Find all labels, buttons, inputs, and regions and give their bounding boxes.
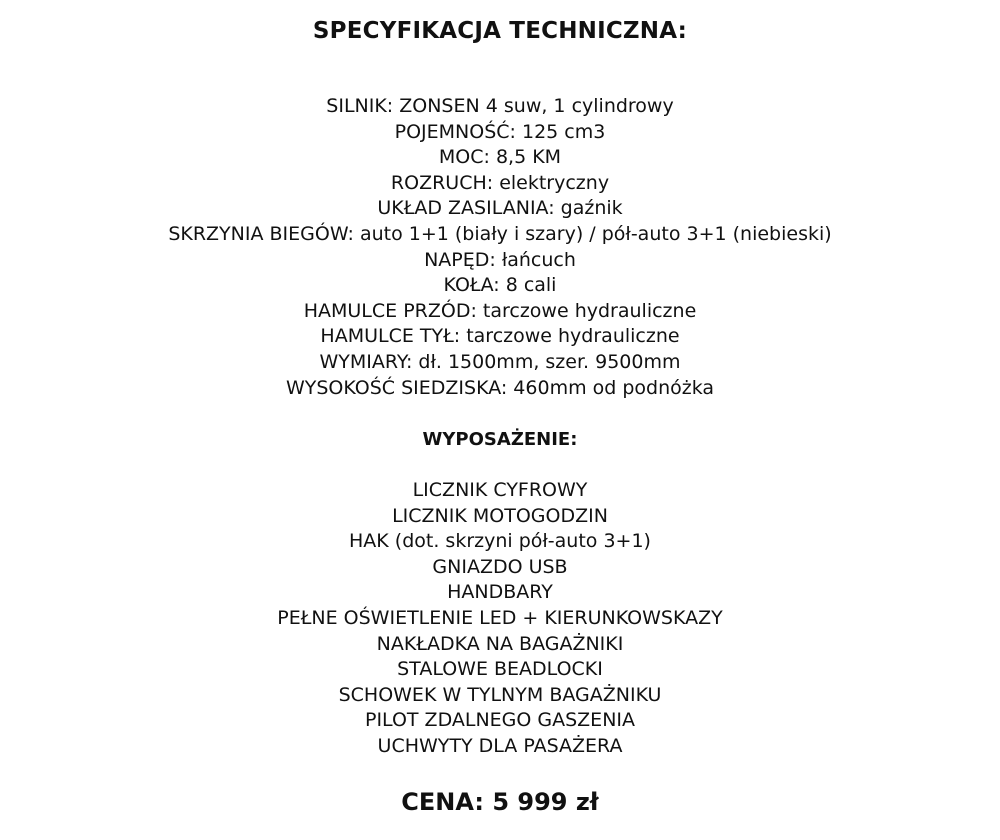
spec-list xyxy=(0,94,1000,401)
equipment-item: SCHOWEK W TYLNYM BAGAŻNIKU xyxy=(338,683,662,706)
price-label: CENA: 5 999 zł xyxy=(401,788,599,816)
spec-item-seat-height: WYSOKOŚĆ SIEDZISKA: 460mm od podnóżka xyxy=(285,376,715,399)
equipment-item: STALOWE BEADLOCKI xyxy=(397,658,603,681)
spec-item-wheels: KOŁA: 8 cali xyxy=(443,274,557,297)
equipment-item: NAKŁADKA NA BAGAŻNIKI xyxy=(376,632,624,655)
spec-item-fuel-system: UKŁAD ZASILANIA: gaźnik xyxy=(377,197,623,220)
spec-item-front-brakes: HAMULCE PRZÓD: tarczowe hydrauliczne xyxy=(303,299,697,322)
equipment-list xyxy=(0,478,1000,760)
spec-item-gearbox: SKRZYNIA BIEGÓW: auto 1+1 (biały i szary) / pół-auto 3+1 (niebieski) xyxy=(168,222,832,245)
spec-item-starter: ROZRUCH: elektryczny xyxy=(390,171,610,194)
equipment-item: LICZNIK MOTOGODZIN xyxy=(392,504,608,527)
equipment-item: HAK (dot. skrzyni pół-auto 3+1) xyxy=(349,530,651,553)
equipment-item: GNIAZDO USB xyxy=(432,555,568,578)
equipment-item: UCHWYTY DLA PASAŻERA xyxy=(377,734,623,757)
equipment-item: LICZNIK CYFROWY xyxy=(412,479,588,501)
equipment-heading: WYPOSAŻENIE: xyxy=(422,429,578,450)
spec-item-engine: SILNIK: ZONSEN 4 suw, 1 cylindrowy xyxy=(326,95,674,117)
page-title: SPECYFIKACJA TECHNICZNA: xyxy=(312,18,688,44)
spec-item-power: MOC: 8,5 KM xyxy=(438,146,562,169)
equipment-item: PILOT ZDALNEGO GASZENIA xyxy=(364,709,636,732)
spec-item-rear-brakes: HAMULCE TYŁ: tarczowe hydrauliczne xyxy=(320,325,680,348)
spec-item-displacement: POJEMNOŚĆ: 125 cm3 xyxy=(394,120,606,143)
equipment-item: PEŁNE OŚWIETLENIE LED + KIERUNKOWSKAZY xyxy=(277,606,723,629)
spec-item-dimensions: WYMIARY: dł. 1500mm, szer. 9500mm xyxy=(319,350,681,373)
equipment-item: HANDBARY xyxy=(447,581,553,604)
spec-item-drive: NAPĘD: łańcuch xyxy=(424,248,576,271)
